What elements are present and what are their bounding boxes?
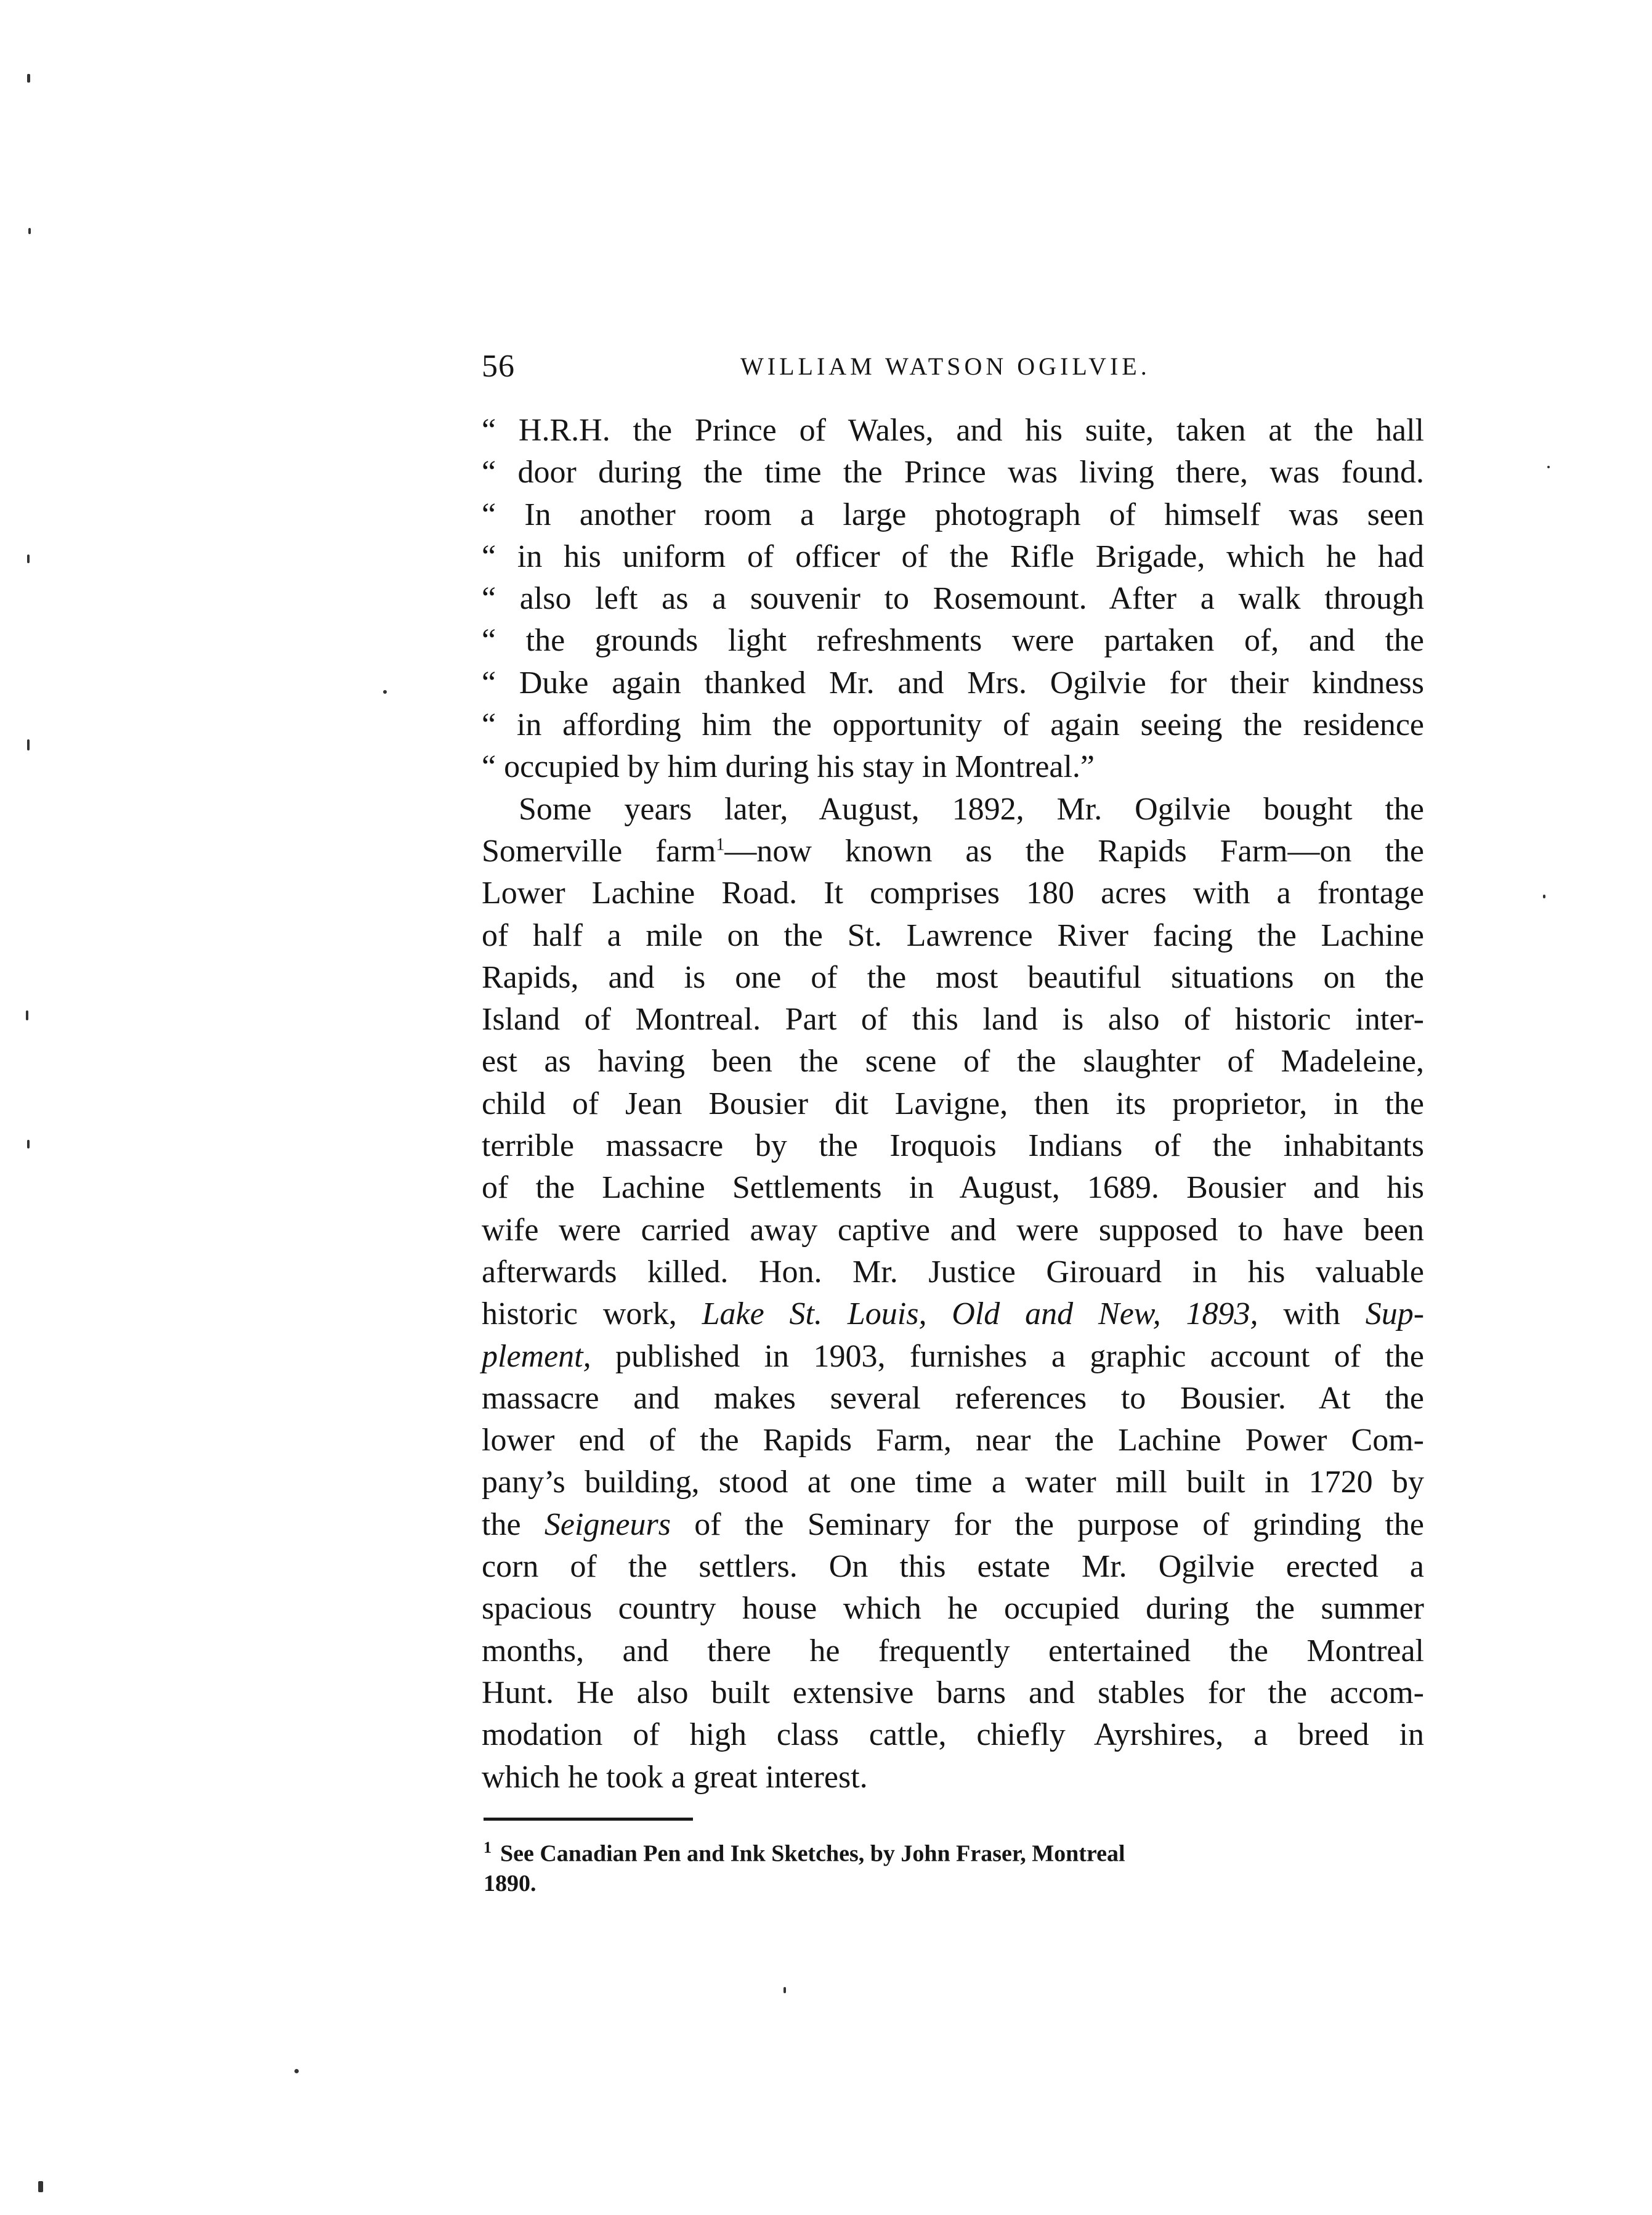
text-line-italic-title (482, 1293, 1424, 1335)
scan-speck (27, 739, 30, 750)
book-title: Lake St. Louis, Old and New, 1893, (702, 1296, 1258, 1332)
scan-speck (38, 2181, 43, 2192)
text-line: of the Lachine Settlements in August, 1689. Bousier and his (482, 1170, 1424, 1206)
text-segment: with (1258, 1296, 1366, 1332)
footnote-rule (484, 1818, 693, 1821)
text-segment: of the Seminary for the purpose of grinding the (670, 1506, 1425, 1542)
book-title-end: plement, (482, 1338, 591, 1374)
running-head: WILLIAM WATSON OGILVIE. (740, 352, 1151, 380)
text-segment: published in 1903, furnishes a graphic account of the (591, 1338, 1424, 1374)
text-line: Hunt. He also built extensive barns and stables for the accom- (482, 1675, 1424, 1710)
footnote-line: 1890. (484, 1870, 536, 1896)
text-line: “ In another room a large photograph of himself was seen (482, 497, 1424, 532)
text-line: terrible massacre by the Iroquois Indians of the inhabitants (482, 1128, 1424, 1164)
scan-speck (27, 555, 30, 563)
text-line: “ also left as a souvenir to Rosemount. After a walk through (482, 581, 1424, 617)
paragraph-start-line: Some years later, August, 1892, Mr. Ogilvie bought the (519, 791, 1424, 827)
text-line: Rapids, and is one of the most beautiful situations on the (482, 959, 1424, 995)
scan-speck (1543, 895, 1545, 898)
text-line: Lower Lachine Road. It comprises 180 acres with a frontage (482, 876, 1424, 911)
text-line: “ the grounds light refreshments were partaken of, and the (482, 623, 1424, 659)
text-segment: the (482, 1506, 545, 1542)
text-line: massacre and makes several references to Bousier. At the (482, 1380, 1424, 1416)
footnote-line (484, 1833, 1426, 1869)
text-line: child of Jean Bousier dit Lavigne, then its proprietor, in the (482, 1086, 1424, 1121)
text-line-with-footnote-ref (482, 831, 1424, 872)
text-line: “ Duke again thanked Mr. and Mrs. Ogilvie for their kindness (482, 665, 1424, 701)
text-line: lower end of the Rapids Farm, near the Lachine Power Com- (482, 1423, 1424, 1458)
footnote (484, 1833, 1426, 1898)
text-segment: historic work, (482, 1296, 702, 1332)
text-line: “ in affording him the opportunity of again seeing the residence (482, 707, 1424, 743)
book-title-continued: Sup- (1365, 1296, 1425, 1332)
text-segment: Somerville farm (482, 833, 716, 869)
footnote-marker: 1 (484, 1839, 492, 1856)
text-line: corn of the settlers. On this estate Mr. Ogilvie erected a (482, 1549, 1424, 1585)
body-text (482, 410, 1424, 1798)
text-line: est as having been the scene of the slaughter of Madeleine, (482, 1044, 1424, 1079)
scan-speck (27, 74, 30, 83)
text-line: spacious country house which he occupied during the summer (482, 1591, 1424, 1627)
italic-term: Seigneurs (544, 1506, 671, 1542)
scan-speck (26, 1010, 28, 1020)
scan-speck (27, 1140, 30, 1148)
text-line: of half a mile on the St. Lawrence River facing the Lachine (482, 917, 1424, 953)
text-line: pany’s building, stood at one time a water mill built in 1720 by (482, 1465, 1424, 1500)
text-segment: —now known as the Rapids Farm—on the (724, 833, 1424, 869)
text-line-italic-title (482, 1336, 1424, 1378)
text-line: “ occupied by him during his stay in Montreal.” (482, 749, 1095, 785)
footnote-text: See Canadian Pen and Ink Sketches, by John Fraser, Montreal (500, 1840, 1125, 1867)
text-line: modation of high class cattle, chiefly Ayrshires, a breed in (482, 1717, 1424, 1753)
scan-speck (383, 690, 387, 694)
text-line: afterwards killed. Hon. Mr. Justice Girouard in his valuable (482, 1254, 1424, 1290)
text-line: which he took a great interest. (482, 1759, 868, 1795)
scan-speck (28, 228, 31, 234)
scan-speck (783, 1987, 786, 1993)
scan-speck (1547, 466, 1550, 468)
text-line: “ door during the time the Prince was living there, was found. (482, 455, 1424, 490)
scan-speck (294, 2069, 299, 2073)
text-line: months, and there he frequently entertained the Montreal (482, 1633, 1424, 1668)
text-line-italic-term (482, 1504, 1424, 1546)
page-number: 56 (482, 349, 515, 384)
text-line: “ H.R.H. the Prince of Wales, and his suite, taken at the hall (482, 413, 1424, 448)
footnote-reference: 1 (716, 835, 725, 855)
text-line: wife were carried away captive and were supposed to have been (482, 1212, 1424, 1248)
page-header (482, 348, 1424, 391)
text-line: Island of Montreal. Part of this land is also of historic inter- (482, 1002, 1424, 1038)
text-line: “ in his uniform of officer of the Rifle Brigade, which he had (482, 539, 1424, 574)
